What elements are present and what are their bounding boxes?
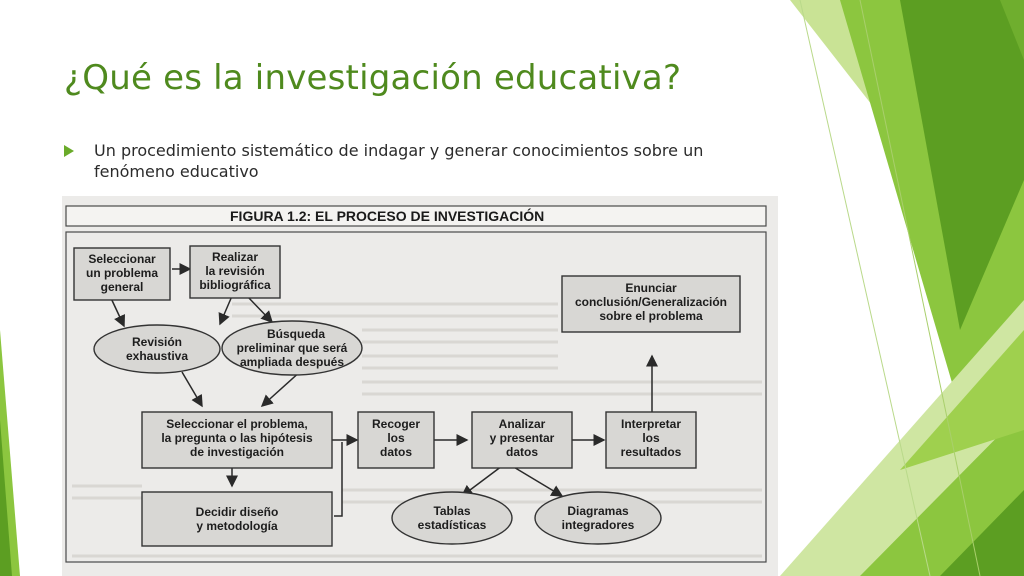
node-label: de investigación [189, 445, 285, 459]
node-label: general [100, 280, 144, 294]
node-label: ampliada después [239, 355, 345, 369]
node-label: Diagramas [567, 504, 629, 518]
node-label: y presentar [489, 431, 555, 445]
node-label: sobre el problema [599, 309, 703, 323]
node-label: Decidir diseño [195, 505, 279, 519]
node-label: un problema [85, 266, 159, 280]
node-label: y metodología [196, 519, 278, 533]
node-label: bibliográfica [199, 278, 271, 292]
node-label: conclusión/Generalización [574, 295, 728, 309]
node-label: la revisión [205, 264, 265, 278]
node-label: preliminar que será [236, 341, 348, 355]
node-label: Revisión [131, 335, 183, 349]
node-label: exhaustiva [125, 349, 189, 363]
node-label: Interpretar [620, 417, 682, 431]
node-label: Analizar [498, 417, 546, 431]
bullet-arrow-icon [64, 145, 74, 157]
node-label: datos [379, 445, 413, 459]
figure-heading: FIGURA 1.2: EL PROCESO DE INVESTIGACIÓN [230, 208, 545, 224]
node-label: datos [505, 445, 539, 459]
node-label: la pregunta o las hipótesis [161, 431, 313, 445]
research-process-diagram [62, 196, 778, 576]
left-accent-decoration [0, 0, 40, 576]
node-label: Búsqueda [266, 327, 326, 341]
node-label: los [642, 431, 660, 445]
node-label: Seleccionar [88, 252, 156, 266]
node-label: estadísticas [417, 518, 487, 532]
bullet-item [64, 140, 764, 182]
node-label: Realizar [211, 250, 259, 264]
node-label: Seleccionar el problema, [166, 417, 308, 431]
node-label: integradores [561, 518, 635, 532]
node-label: Enunciar [625, 281, 677, 295]
figure-scan [62, 196, 778, 576]
node-label: resultados [620, 445, 682, 459]
node-label: Tablas [433, 504, 471, 518]
bullet-text: Un procedimiento sistemático de indagar y generar conocimientos sobre un fenómeno educativo [94, 141, 704, 181]
node-label: Recoger [371, 417, 421, 431]
node-label: los [387, 431, 405, 445]
slide-title: ¿Qué es la investigación educativa? [64, 58, 682, 98]
